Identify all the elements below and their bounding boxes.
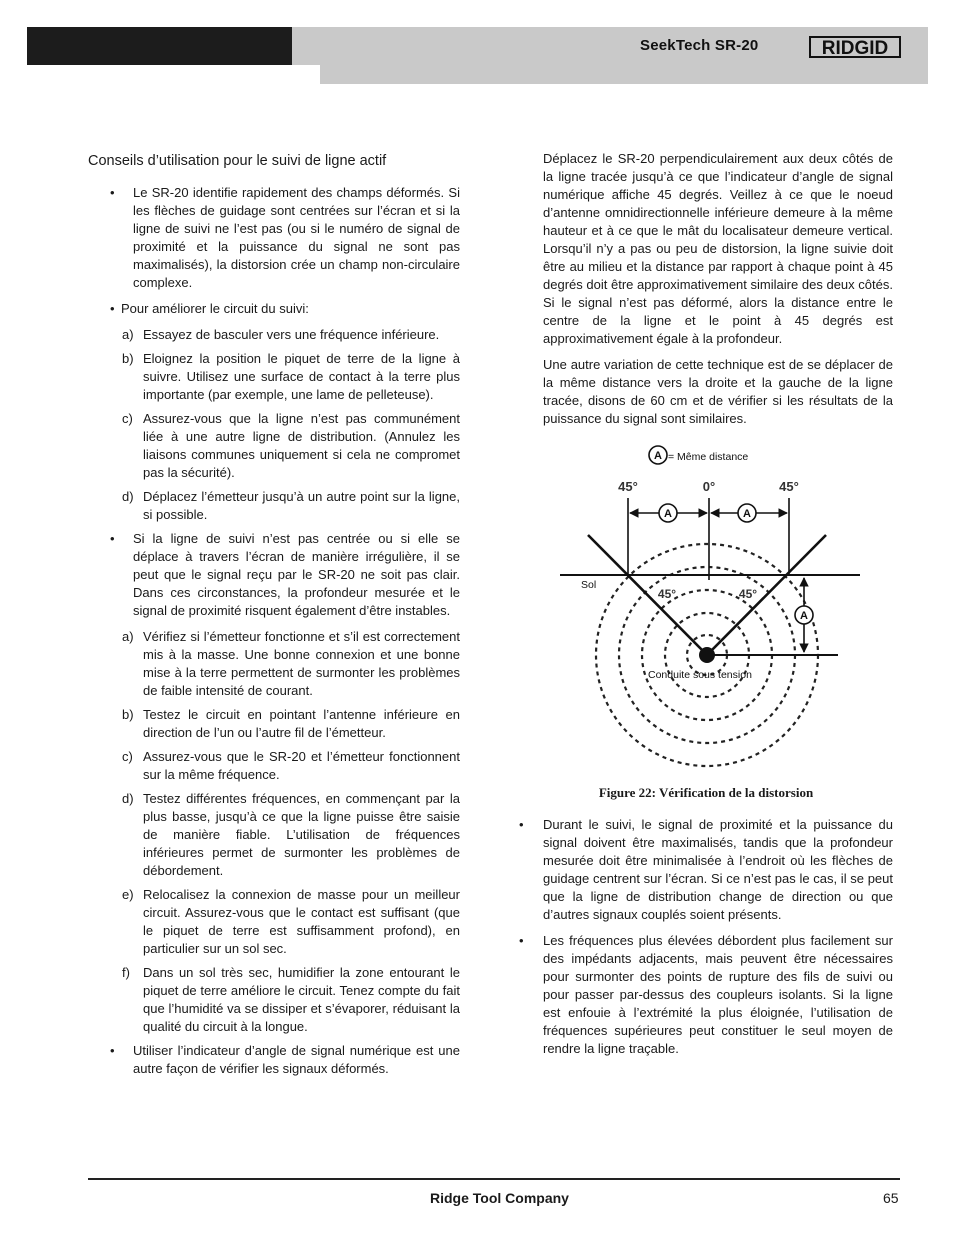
bullet-dot: • (110, 301, 115, 316)
right-column-bullets (519, 816, 893, 1066)
bullet-item (88, 300, 460, 318)
list-item: b) Testez le circuit en pointant l’antenne inférieure en direction de l’un ou l’autre fil de l’émetteur. (122, 707, 460, 740)
footer-company: Ridge Tool Company (430, 1190, 569, 1206)
ridgid-logo (808, 33, 902, 61)
bullet-dot: • (519, 817, 524, 832)
list-item: c) Assurez-vous que le SR-20 et l’émetteur fonctionnent sur la même fréquence. (122, 749, 460, 782)
bullet-dot: • (519, 933, 524, 948)
bullet-text: Le SR-20 identifie rapidement des champs déformés. Si les flèches de guidage sont centrées sur l’écran et si la ligne de suivi ne l’est pas (ou si le numéro de signal de proximité et la puissance du signal ne sont pas maximalisés), la distorsion crée un champ non-circulaire complexe. (133, 185, 460, 290)
list-item: b) Eloignez la position le piquet de terre de la ligne à suivre. Utilisez une surface de contact à la terre plus importante (par exemple, une lame de pelleteuse). (122, 351, 460, 402)
inner-angle-left: 45° (657, 587, 677, 601)
bullet-item (88, 530, 460, 620)
conduit-dot (699, 647, 715, 663)
legend-symbol: A (654, 450, 662, 462)
distortion-diagram (560, 440, 860, 775)
bullet-text: Durant le suivi, le signal de proximité et la puissance du signal doivent être maximalisés, tandis que la profondeur mesurée doit être minimalisée à l’endroit où les flèches de guidage centrent sur l’écran. Si ce n’est pas le cas, il se peut que la ligne de distribution change de direction ou que d’autres signaux couplés soient présents. (543, 817, 893, 922)
dim-label-a: A (664, 508, 672, 520)
bullet-item (88, 1042, 460, 1078)
figure-caption: Figure 22: Vérification de la distorsion (598, 785, 814, 800)
paragraph: Une autre variation de cette technique est de se déplacer de la même distance vers la droite et la gauche de la ligne tracée, disons de 60 cm et de vérifier si les résultats de la puissance du signal sont similaires. (543, 357, 893, 426)
bullet-text: Utiliser l’indicateur d’angle de signal numérique est une autre façon de vérifier les signaux déformés. (133, 1043, 460, 1076)
bullet-item (519, 932, 893, 1058)
legend-text: = Même distance (668, 451, 749, 463)
section-title: Conseils d’utilisation pour le suivi de ligne actif (88, 153, 387, 169)
dim-label-a: A (743, 508, 751, 520)
header-black-bar (27, 27, 292, 65)
header-gray-band (320, 65, 928, 84)
list-item: a) Essayez de basculer vers une fréquence inférieure. (122, 327, 440, 342)
page-number: 65 (883, 1190, 899, 1206)
bullet-item (88, 184, 460, 292)
header-title: SeekTech SR-20 (640, 37, 759, 54)
bullet-text: Pour améliorer le circuit du suivi: (121, 301, 309, 316)
list-item: a) Vérifiez si l’émetteur fonctionne et s’il est correctement mis à la masse. Une bonne connexion et une bonne mise à la terre permettent de surmonter les problèmes de faible intensité de courant. (122, 629, 460, 698)
list-item: e) Relocalisez la connexion de masse pour un meilleur circuit. Assurez-vous que le contact est suffisant (que le piquet de terre est suffisamment profond), en particulier sur un sol sec. (122, 887, 460, 956)
footer-rule (88, 1178, 900, 1180)
angle-label-center: 0° (702, 479, 716, 494)
conduit-label: Conduite sous tension (648, 669, 752, 681)
bullet-dot: • (110, 1043, 115, 1058)
angle-label-left: 45° (618, 479, 638, 494)
list-item: d) Déplacez l’émetteur jusqu’à un autre point sur la ligne, si possible. (122, 489, 460, 522)
list-item: c) Assurez-vous que la ligne n’est pas communément liée à une autre ligne de distribution. (Annulez les liaisons communes uniquement si cela ne compromet pas la sécurité). (122, 411, 460, 480)
inner-angle-right: 45° (738, 587, 758, 601)
list-item: f) Dans un sol très sec, humidifier la zone entourant le piquet de terre améliore le circuit. Tenez compte du fait que l’humidité va se dissiper et s’évaporer, réduisant la qualité du circuit à la longue. (122, 965, 460, 1034)
bullet-dot: • (110, 531, 115, 546)
ground-label: Sol (581, 579, 597, 591)
paragraph: Déplacez le SR-20 perpendiculairement aux deux côtés de la ligne tracée jusqu’à ce que l’indicateur d’angle de signal numérique affiche 45 degrés. Veillez à ce que le noeud d’antenne omnidirectionnelle inférieure demeure à la même hauteur et à ce que le mât du localisateur demeure vertical. Lorsqu’il n’y a pas ou peu de distorsion, la ligne suivie doit être au milieu et la distance par rapport à chaque point à 45 degrés doit être approximativement similaire des deux côtés. Si le signal n’est pas déformé, alors la distance entre le centre de la ligne et le point à 45 degrés est approximativement égale à la profondeur. (543, 151, 893, 346)
list-item: d) Testez différentes fréquences, en commençant par la plus basse, jusqu’à ce que la ligne puisse être saisie de manière fiable. L’utilisation de fréquences inférieures permet de surmonter les problèmes de débordement. (122, 791, 460, 878)
bullet-dot: • (110, 185, 115, 200)
bullet-text: Les fréquences plus élevées débordent plus facilement sur des impédants adjacents, mais peuvent être nécessaires pour surmonter des points de rupture des fils de suivi ou pour passer par-dessus des coupleurs isolants. Si la ligne est enfouie à l’extrémité la plus éloignée, l’utilisation de fréquences supérieures peut constituer le seul moyen de rendre la ligne traçable. (543, 933, 893, 1056)
bullet-text: Si la ligne de suivi n’est pas centrée ou si elle se déplace à travers l’écran de manière irrégulière, il se peut que le signal reçu par le SR-20 ne soit pas clair. Dans ces circonstances, la profondeur mesurée et le signal de proximité risquent également d’être instables. (133, 531, 460, 618)
angle-label-right: 45° (779, 479, 799, 494)
left-column (88, 150, 460, 1086)
right-column (519, 150, 893, 436)
bullet-item (519, 816, 893, 924)
dim-label-a: A (800, 610, 808, 622)
logo-text: RIDGID (821, 38, 889, 59)
